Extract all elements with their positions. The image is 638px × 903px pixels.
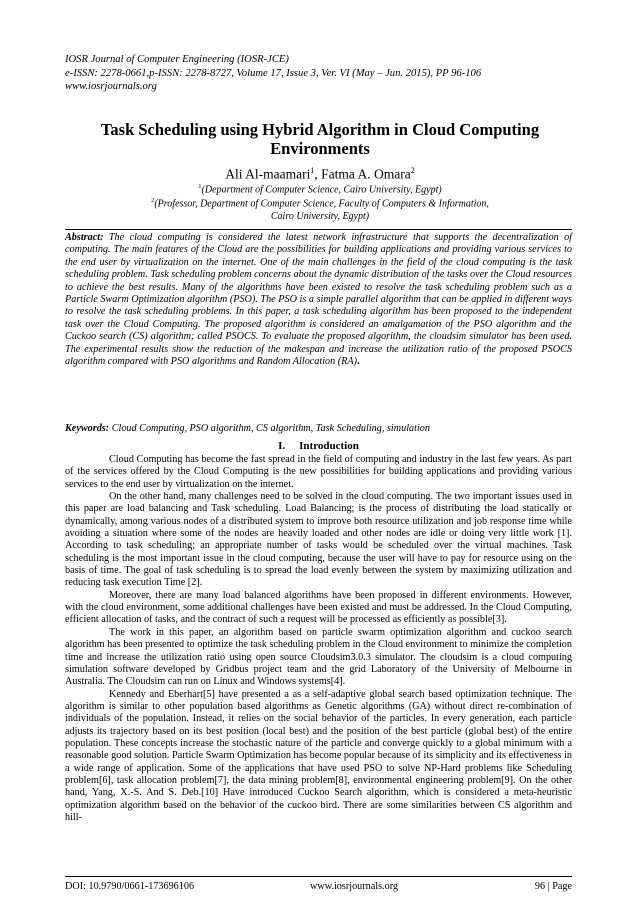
journal-name: IOSR Journal of Computer Engineering (IOSR-JCE)	[65, 54, 289, 65]
journal-issn-line: e-ISSN: 2278-0661,p-ISSN: 2278-8727, Volume 17, Issue 3, Ver. VI (May – Jun. 2015), PP 96-106	[65, 67, 482, 79]
footer-page-number: 96 | Page	[534, 881, 572, 892]
body-text	[65, 454, 572, 824]
section-heading	[65, 440, 572, 453]
footer-website: www.iosrjournals.org	[310, 881, 399, 892]
author-list	[70, 163, 570, 183]
body-paragraph: On the other hand, many challenges need to be solved in the cloud computing. The two important issues used in this paper are load balancing and Task scheduling. Load Balancing; is the process of distributing the load statically or dynamically, among various nodes of a distributed system to improve both resource utilization and job response time while avoiding a situation where some of the nodes are heavily loaded and other nodes are idle or doing very little work [1]. According to task scheduling; an appropriate number of tasks would be scheduled over the virtual machines. Task scheduling is the most important issue in the cloud computing, because the user will have to pay for resource using on the basis of time. The goal of task scheduling is to spread the load evenly between the system by maximizing utilization and reducing task execution Time [2].	[65, 491, 572, 589]
abstract-text: The cloud computing is considered the latest network infrastructure that supports the decentralization of computing. The main features of the Cloud are the possibilities for building applications and providing various services to the end user by virtualization on the internet. One of the main challenges in the field of the cloud computing is the task scheduling problem. Task scheduling problem concerns about the dynamic distribution of the tasks over the Cloud resources to achieve the best results. Many of the algorithms have been existed to resolve the task scheduling problem such as a Particle Swarm Optimization algorithm (PSO). The PSO is a simple parallel algorithm that can be applied in different ways to resolve the task scheduling problems. In this paper, a task scheduling algorithm has been proposed to the independent task over the Cloud Computing. The proposed algorithm is considered an amalgamation of the PSO algorithm and the Cuckoo search (CS) algorithm; called PSOCS. To evaluate the proposed algorithm, the cloudsim simulator has been used. The experimental results show the reduction of the makespan and increase the utilization ratio of the proposed PSOCS algorithm compared with PSO algorithms and Random Allocation (RA)	[65, 232, 573, 368]
keywords-text: Cloud Computing, PSO algorithm, CS algorithm, Task Scheduling, simulation	[111, 423, 430, 434]
body-paragraph: Moreover, there are many load balanced algorithms have been proposed in different environments. However, with the cloud environment, some additional challenges have been existed and must be addressed. In the Cloud Computing, efficient allocation of tasks, and the contract of such a request will be processed as efficiently as possible[3].	[65, 589, 572, 626]
footer-doi: DOI: 10.9790/0661-173696106	[65, 881, 195, 892]
affiliation-1-text: (Department of Computer Science, Cairo University, Egypt)	[201, 184, 442, 196]
header-divider	[65, 229, 572, 230]
author-2-mark: 2	[410, 166, 415, 175]
page-footer	[65, 880, 572, 894]
keywords-label: Keywords:	[65, 423, 110, 434]
affiliation-2-line-1: (Professor, Department of Computer Science, Faculty of Computers & Information,	[154, 198, 489, 210]
journal-website: www.iosrjournals.org	[65, 81, 157, 93]
paper-title	[70, 120, 570, 158]
paper-title-line-2: Environments	[270, 139, 370, 158]
paper-title-line-1: Task Scheduling using Hybrid Algorithm in Cloud Computing	[100, 120, 540, 139]
abstract-label: Abstract:	[65, 232, 104, 243]
section-number: I.	[278, 440, 286, 452]
author-2: Fatma A. Omara	[321, 166, 411, 182]
affiliation-2	[70, 195, 570, 224]
abstract-end: .	[357, 356, 360, 368]
author-separator: ,	[314, 166, 322, 182]
keywords	[65, 423, 572, 435]
author-1-mark: 1	[310, 166, 315, 175]
body-paragraph: Cloud Computing has become the fast spread in the field of computing and industry in the last few years. As part of the services offered by the Cloud Computing is the new possibilities for building applications and providing various services to the end user by virtualization on the internet.	[65, 454, 572, 490]
affiliation-2-mark: 2	[151, 197, 155, 204]
affiliation-2-line-2: Cairo University, Egypt)	[270, 210, 370, 222]
body-paragraph: Kennedy and Eberhart[5] have presented a as a self-adaptive global search based optimization technique. The algorithm is similar to other population based algorithms as Genetic algorithms (GA) without direct re-combination of individuals of the population. Instead, it relies on the social behavior of the particles. In every generation, each particle adjusts its trajectory based on its best position (local best) and the position of the best particle (global best) of the entire population. These concepts increase the stochastic nature of the particle and converge quickly to a global minimum with a reasonable good solution. Particle Swarm Optimization has become popular because of its simplicity and its effectiveness in a wide range of application. Some of the applications that have used PSO to solve NP-Hard problems like Scheduling problem[6], task allocation problem[7], the data mining problem[8], environmental engineering problem[9]. On the other hand, Yang, X.-S. And S. Deb.[10] Have introduced Cuckoo Search algorithm, which is considered a meta-heuristic optimization algorithm based on the behavior of the cuckoo bird. There are some similarities between CS algorithm and hill-	[65, 688, 572, 823]
footer-divider	[65, 876, 572, 877]
body-paragraph: The work in this paper, an algorithm based on particle swarm optimization algorithm and cuckoo search algorithm has been presented to optimize the task scheduling problem in the Cloud environment to minimize the completion time and increase the utilization ratio using open source Cloudsim3.0.3 simulator. The cloudsim is a cloud computing simulation software developed by Gridbus project team and the grid Laboratory of the University of Melbourne in Australia. The Cloudsim can run on Linux and Windows systems[4].	[65, 626, 572, 688]
affiliation-1-mark: 1	[198, 183, 202, 190]
abstract	[65, 232, 572, 368]
section-title: Introduction	[299, 440, 359, 452]
author-1: Ali Al-maamari	[225, 166, 311, 182]
journal-header	[65, 53, 585, 94]
